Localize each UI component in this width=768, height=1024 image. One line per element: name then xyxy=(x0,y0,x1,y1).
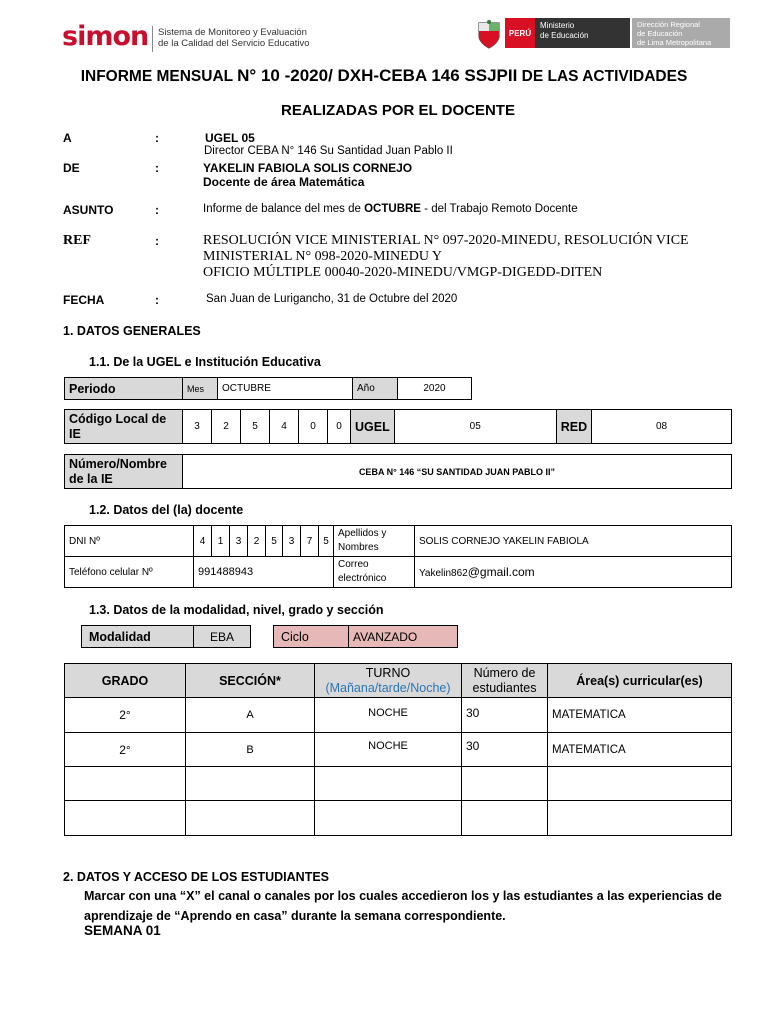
codigo-table xyxy=(64,409,732,444)
codigo-digit: 5 xyxy=(241,410,270,444)
section-2-title: 2. DATOS Y ACCESO DE LOS ESTUDIANTES xyxy=(63,870,330,884)
header-numero: Número de estudiantes xyxy=(462,664,548,698)
cell-area xyxy=(548,801,732,836)
cell-numero xyxy=(462,801,548,836)
header-turno-sub: (Mañana/tarde/Noche) xyxy=(325,680,451,695)
modalidad-table xyxy=(81,625,251,648)
apellidos-label: Apellidos y Nombres xyxy=(334,526,415,557)
fecha-value: San Juan de Lurigancho, 31 de Octubre del 2020 xyxy=(206,293,458,305)
header-turno-label: TURNO xyxy=(365,665,411,680)
ministerio-label xyxy=(535,18,630,48)
fecha-label: FECHA xyxy=(63,293,105,307)
header-area: Área(s) curricular(es) xyxy=(548,664,732,698)
codigo-label: Código Local de IE xyxy=(65,410,183,444)
peru-label: PERÚ xyxy=(505,18,535,48)
asunto-value xyxy=(203,203,578,215)
apellidos-value: SOLIS CORNEJO YAKELIN FABIOLA xyxy=(415,526,732,557)
cell-numero: 30 xyxy=(462,698,548,733)
a-value: UGEL 05 xyxy=(205,131,255,145)
grades-table xyxy=(64,663,732,836)
asunto-label: ASUNTO xyxy=(63,203,114,217)
section-1-1-title: 1.1. De la UGEL e Institución Educativa xyxy=(89,355,321,369)
cell-turno xyxy=(315,801,462,836)
cell-seccion xyxy=(186,801,315,836)
cell-area: MATEMATICA xyxy=(548,698,732,733)
cell-turno xyxy=(315,767,462,801)
anio-label: Año xyxy=(353,378,398,400)
colon: : xyxy=(155,161,159,175)
dni-digit: 7 xyxy=(301,526,319,557)
ministerio-line: Ministerio xyxy=(540,21,575,30)
header-grado: GRADO xyxy=(65,664,186,698)
simon-subtitle-line: de la Calidad del Servicio Educativo xyxy=(158,38,310,49)
codigo-digit: 0 xyxy=(299,410,328,444)
nombre-value: CEBA N° 146 “SU SANTIDAD JUAN PABLO II” xyxy=(183,455,732,489)
dni-digit: 5 xyxy=(319,526,334,557)
ref-line: MINISTERIAL N° 098-2020-MINEDU Y xyxy=(203,249,443,264)
cell-seccion xyxy=(186,767,315,801)
dre-line: de Lima Metropolitana xyxy=(637,38,712,47)
title-part: INFORME MENSUAL xyxy=(80,68,238,85)
peru-shield-icon xyxy=(476,20,502,50)
simon-subtitle-line: Sistema de Monitoreo y Evaluación xyxy=(158,27,307,38)
simon-logo: simon xyxy=(62,21,149,52)
section-1-3-title: 1.3. Datos de la modalidad, nivel, grado y sección xyxy=(89,603,384,617)
cell-area: MATEMATICA xyxy=(548,733,732,767)
dre-line: de Educación xyxy=(637,29,683,38)
ugel-value: 05 xyxy=(394,410,556,444)
dni-digit: 5 xyxy=(266,526,283,557)
ciclo-value: AVANZADO xyxy=(349,626,458,648)
ref-line: RESOLUCIÓN VICE MINISTERIAL N° 097-2020-MINEDU, RESOLUCIÓN VICE xyxy=(203,233,689,248)
ugel-label: UGEL xyxy=(351,410,395,444)
dni-label: DNI Nº xyxy=(65,526,194,557)
cell-grado xyxy=(65,801,186,836)
correo-value xyxy=(415,557,732,588)
telefono-label: Teléfono celular Nº xyxy=(65,557,194,588)
de-label: DE xyxy=(63,161,80,175)
correo-label: Correo electrónico xyxy=(334,557,415,588)
section-2-line: aprendizaje de “Aprendo en casa” durante la semana correspondiente. xyxy=(84,909,506,923)
colon: : xyxy=(155,293,159,307)
cell-turno: NOCHE xyxy=(315,698,462,733)
document-title-line2: REALIZADAS POR EL DOCENTE xyxy=(281,102,515,119)
ref-label: REF xyxy=(63,233,91,248)
red-value: 08 xyxy=(592,410,732,444)
header-turno xyxy=(315,664,462,698)
codigo-digit: 0 xyxy=(328,410,351,444)
telefono-value: 991488943 xyxy=(194,557,334,588)
dni-digit: 4 xyxy=(194,526,212,557)
mes-value: OCTUBRE xyxy=(218,378,353,400)
mes-label: Mes xyxy=(183,378,218,400)
asunto-text: Informe de balance del mes de xyxy=(203,203,365,215)
periodo-label: Periodo xyxy=(65,378,183,400)
dni-digit: 3 xyxy=(283,526,301,557)
modalidad-label: Modalidad xyxy=(82,626,194,648)
government-banner xyxy=(505,18,730,48)
table-row xyxy=(65,801,732,836)
codigo-digit: 4 xyxy=(270,410,299,444)
cell-seccion: B xyxy=(186,733,315,767)
cell-area xyxy=(548,767,732,801)
periodo-table xyxy=(64,377,472,400)
section-2-text xyxy=(84,886,722,926)
logo-divider xyxy=(152,26,153,52)
dni-digit: 1 xyxy=(212,526,230,557)
codigo-digit: 3 xyxy=(183,410,212,444)
correo-user: Yakelin862 xyxy=(419,568,468,579)
a-label: A xyxy=(63,131,72,145)
simon-subtitle xyxy=(158,27,310,49)
cell-grado: 2° xyxy=(65,733,186,767)
cell-turno: NOCHE xyxy=(315,733,462,767)
title-part-number: N° 10 -2020/ DXH-CEBA 146 SSJPII xyxy=(237,66,518,85)
colon: : xyxy=(155,234,159,248)
cell-grado xyxy=(65,767,186,801)
title-part: DE LAS ACTIVIDADES xyxy=(517,68,688,85)
ciclo-table xyxy=(273,625,458,648)
ciclo-label: Ciclo xyxy=(274,626,349,648)
modalidad-value: EBA xyxy=(194,626,251,648)
grades-header-row xyxy=(65,664,732,698)
dre-label xyxy=(632,18,730,48)
ref-value xyxy=(203,233,689,281)
semana-label: SEMANA 01 xyxy=(84,923,161,938)
docente-table xyxy=(64,525,732,588)
dre-line: Dirección Regional xyxy=(637,20,700,29)
document-title xyxy=(0,66,768,86)
table-row xyxy=(65,698,732,733)
asunto-text: - del Trabajo Remoto Docente xyxy=(420,203,578,215)
cell-grado: 2° xyxy=(65,698,186,733)
de-value-2: Docente de área Matemática xyxy=(203,175,365,189)
anio-value: 2020 xyxy=(398,378,472,400)
colon: : xyxy=(155,131,159,145)
section-1-2-title: 1.2. Datos del (la) docente xyxy=(89,503,244,517)
cell-numero xyxy=(462,767,548,801)
red-label: RED xyxy=(556,410,591,444)
de-value: YAKELIN FABIOLA SOLIS CORNEJO xyxy=(203,161,413,175)
header-seccion: SECCIÓN* xyxy=(186,664,315,698)
table-row xyxy=(65,767,732,801)
table-row xyxy=(65,733,732,767)
nombre-label: Número/Nombre de la IE xyxy=(65,455,183,489)
correo-domain: @gmail.com xyxy=(467,565,535,579)
cell-numero: 30 xyxy=(462,733,548,767)
cell-seccion: A xyxy=(186,698,315,733)
dni-digit: 2 xyxy=(248,526,266,557)
ref-line: OFICIO MÚLTIPLE 00040-2020-MINEDU/VMGP-DIGEDD-DITEN xyxy=(203,265,603,280)
a-value-2: Director CEBA N° 146 Su Santidad Juan Pablo II xyxy=(204,145,453,157)
colon: : xyxy=(155,203,159,217)
dni-digit: 3 xyxy=(230,526,248,557)
codigo-digit: 2 xyxy=(212,410,241,444)
section-1-title: 1. DATOS GENERALES xyxy=(63,324,201,338)
section-2-line: Marcar con una “X” el canal o canales por los cuales accedieron los y las estudiantes a las experiencias de xyxy=(84,889,722,903)
asunto-month: OCTUBRE xyxy=(364,203,421,215)
ministerio-line: de Educación xyxy=(540,31,589,40)
nombre-table xyxy=(64,454,732,489)
